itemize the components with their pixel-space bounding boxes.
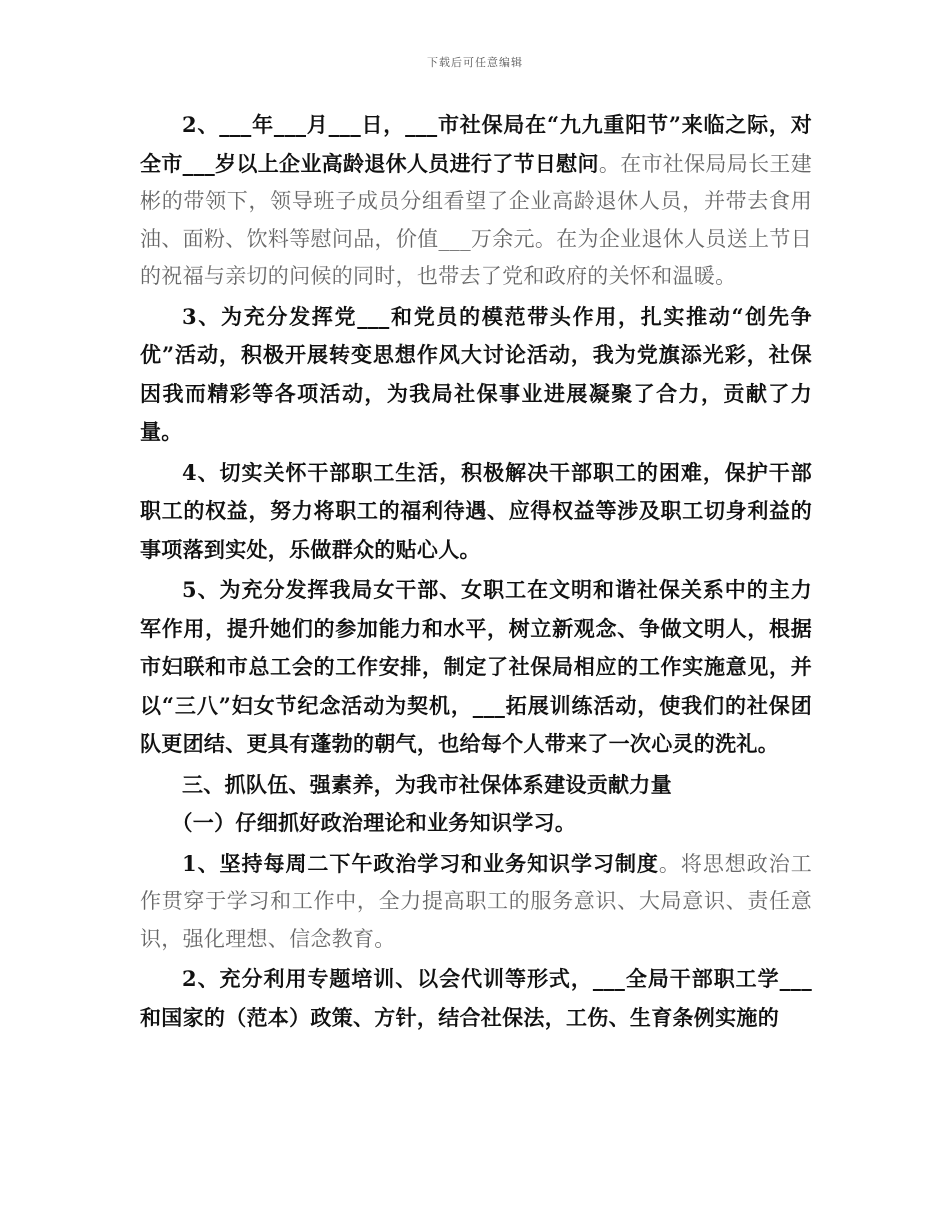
paragraph-6-bold: 2、充分利用专题培训、以会代训等形式，___全局干部职工学___和国家的（范本）政策、方针，结合社保法，工伤、生育条例实施的: [140, 966, 812, 1030]
paragraph-1-light: 。在市社保局局长王建彬的带领下，领导班子成员分组看望了企业高龄退休人员，并带去食用油、面粉、饮料等慰问品，价值___万余元。在为企业退休人员送上节日的祝福与亲切的问候的同时，也带去了党和政府的关怀和温暖。: [140, 151, 813, 288]
subsection-heading-text: （一）仔细抓好政治理论和业务知识学习。: [171, 810, 577, 835]
paragraph-4-bold: 5、为充分发挥我局女干部、女职工在文明和谐社保关系中的主力军作用，提升她们的参加能力和水平，树立新观念、争做文明人，根据市妇联和市总工会的工作安排，制定了社保局相应的工作实施意见，并以“三八”妇女节纪念活动为契机，___拓展训练活动，使我们的社保团队更团结、更具有蓬勃的朝气，也给每个人带来了一次心灵的洗礼。: [140, 577, 812, 756]
paragraph-4: [140, 571, 812, 764]
paragraph-2: [140, 298, 812, 452]
section-heading: [140, 766, 812, 805]
paragraph-1: [140, 106, 812, 296]
paragraph-3-bold: 4、切实关怀干部职工生活，积极解决干部职工的困难，保护干部职工的权益，努力将职工的福利待遇、应得权益等涉及职工切身利益的事项落到实处，乐做群众的贴心人。: [140, 459, 812, 562]
paragraph-5-light: 。将思想政治工作贯穿于学习和工作中，全力提高职工的服务意识、大局意识、责任意识，强化理想、信念教育。: [140, 851, 812, 951]
paragraph-1-bold: 2、___年___月___日，___市社保局在“九九重阳节”来临之际，对全市___岁以上企业高龄退休人员进行了节日慰问: [140, 112, 812, 176]
document-body: [140, 106, 812, 1037]
paragraph-6: [140, 960, 812, 1037]
paragraph-5: [140, 845, 812, 959]
paragraph-5-bold: 1、坚持每周二下午政治学习和业务知识学习制度: [182, 850, 659, 876]
paragraph-3: [140, 454, 812, 570]
paragraph-2-bold: 3、为充分发挥党___和党员的模范带头作用，扎实推动“创先争优”活动，积极开展转变思想作风大讨论活动，我为党旗添光彩，社保因我而精彩等各项活动，为我局社保事业进展凝聚了合力，贡献了力量。: [140, 303, 812, 444]
subsection-heading: [140, 804, 812, 843]
section-heading-text: 三、抓队伍、强素养，为我市社保体系建设贡献力量: [182, 771, 672, 797]
page-header: 下载后可任意编辑: [427, 56, 523, 69]
